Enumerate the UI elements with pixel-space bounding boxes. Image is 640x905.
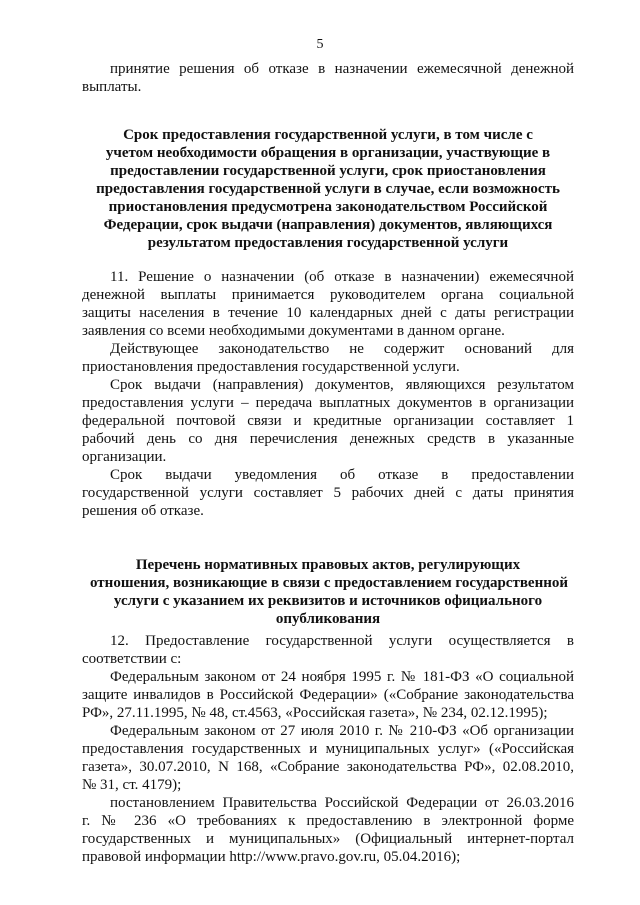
page-number: 5 (316, 37, 324, 52)
text-line: соответствии с: (82, 651, 182, 667)
text-line: денежной выплаты принимается руководителем органа социальной (82, 287, 574, 303)
heading-line: Срок предоставления государственной услуги, в том числе с (123, 127, 533, 143)
heading-line: предоставления государственной услуги в случае, если возможность (96, 181, 560, 197)
text-line: предоставления услуги – передача выплатных документов в организации (82, 395, 574, 411)
text-line: государственной услуги составляет 5 рабочих дней с даты принятия (82, 485, 574, 501)
heading-line: предоставлении государственной услуги, срок приостановления (110, 163, 546, 179)
text-line: федеральной почтовой связи и кредитные организации составляет 1 (82, 413, 574, 429)
text-line: 12. Предоставление государственной услуги осуществляется в (110, 633, 574, 649)
text-line: № 31, ст. 4179); (82, 777, 182, 793)
law-181-fz (82, 668, 574, 722)
intro-paragraph (82, 60, 574, 96)
heading-line: Перечень нормативных правовых актов, регулирующих (135, 557, 521, 573)
text-line: предоставления государственных и муниципальных услуг» («Российская (82, 741, 574, 757)
heading-line: Федерации, срок выдачи (направления) документов, являющихся (103, 217, 553, 233)
heading-line: учетом необходимости обращения в организации, участвующие в (105, 145, 551, 161)
government-resolution-236 (82, 794, 574, 866)
text-line: выплаты. (82, 79, 142, 95)
paragraph-legislation (82, 340, 574, 376)
text-line: Срок выдачи уведомления об отказе в предоставлении (110, 467, 574, 483)
heading-line: результатом предоставления государственной услуги (147, 235, 509, 251)
paragraph-11 (82, 268, 574, 340)
paragraph-delivery-term (82, 376, 574, 466)
paragraph-12 (82, 632, 574, 668)
section-heading-legal-acts (90, 556, 569, 628)
heading-line: приостановления предусмотрена законодательством Российской (108, 199, 548, 215)
text-line: г. № 236 «О требованиях к предоставлению в электронной форме (82, 813, 574, 829)
text-line: РФ», 27.11.1995, № 48, ст.4563, «Российская газета», № 234, 02.12.1995); (82, 705, 548, 721)
heading-line: опубликования (275, 611, 381, 627)
text-line: заявления со всеми необходимыми документами в данном органе. (82, 323, 505, 339)
text-line: приостановления предоставления государственной услуги. (82, 359, 460, 375)
text-line: Федеральным законом от 24 ноября 1995 г. № 181-ФЗ «О социальной (110, 669, 574, 685)
text-line: государственных и муниципальных» (Официальный интернет-портал (82, 831, 574, 847)
text-line: Федеральным законом от 27 июля 2010 г. № 210-ФЗ «Об организации (110, 723, 574, 739)
text-line: защиты населения в течение 10 календарных дней с даты регистрации (82, 305, 574, 321)
heading-line: отношения, возникающие в связи с предоставлением государственной (90, 575, 569, 591)
section-heading-term (90, 126, 566, 252)
text-line: постановлением Правительства Российской Федерации от 26.03.2016 (110, 795, 574, 811)
paragraph-notice (82, 466, 574, 520)
text-line: Срок выдачи (направления) документов, являющихся результатом (110, 377, 574, 393)
text-line: газета», 30.07.2010, N 168, «Собрание законодательства РФ», 02.08.2010, (82, 759, 574, 775)
heading-line: услуги с указанием их реквизитов и источников официального (113, 593, 543, 609)
text-line: защите инвалидов в Российской Федерации» («Собрание законодательства (82, 687, 574, 703)
text-line: рабочий день со дня перечисления денежных средств в указанные (82, 431, 574, 447)
text-line: организации. (82, 449, 167, 465)
text-line: решения об отказе. (82, 503, 204, 519)
law-210-fz (82, 722, 574, 794)
text-line: Действующее законодательство не содержит оснований для (110, 341, 574, 357)
text-line: 11. Решение о назначении (об отказе в назначении) ежемесячной (110, 269, 574, 285)
text-line: принятие решения об отказе в назначении ежемесячной денежной (110, 61, 574, 77)
text-line: правовой информации http://www.pravo.gov.ru, 05.04.2016); (82, 849, 461, 865)
